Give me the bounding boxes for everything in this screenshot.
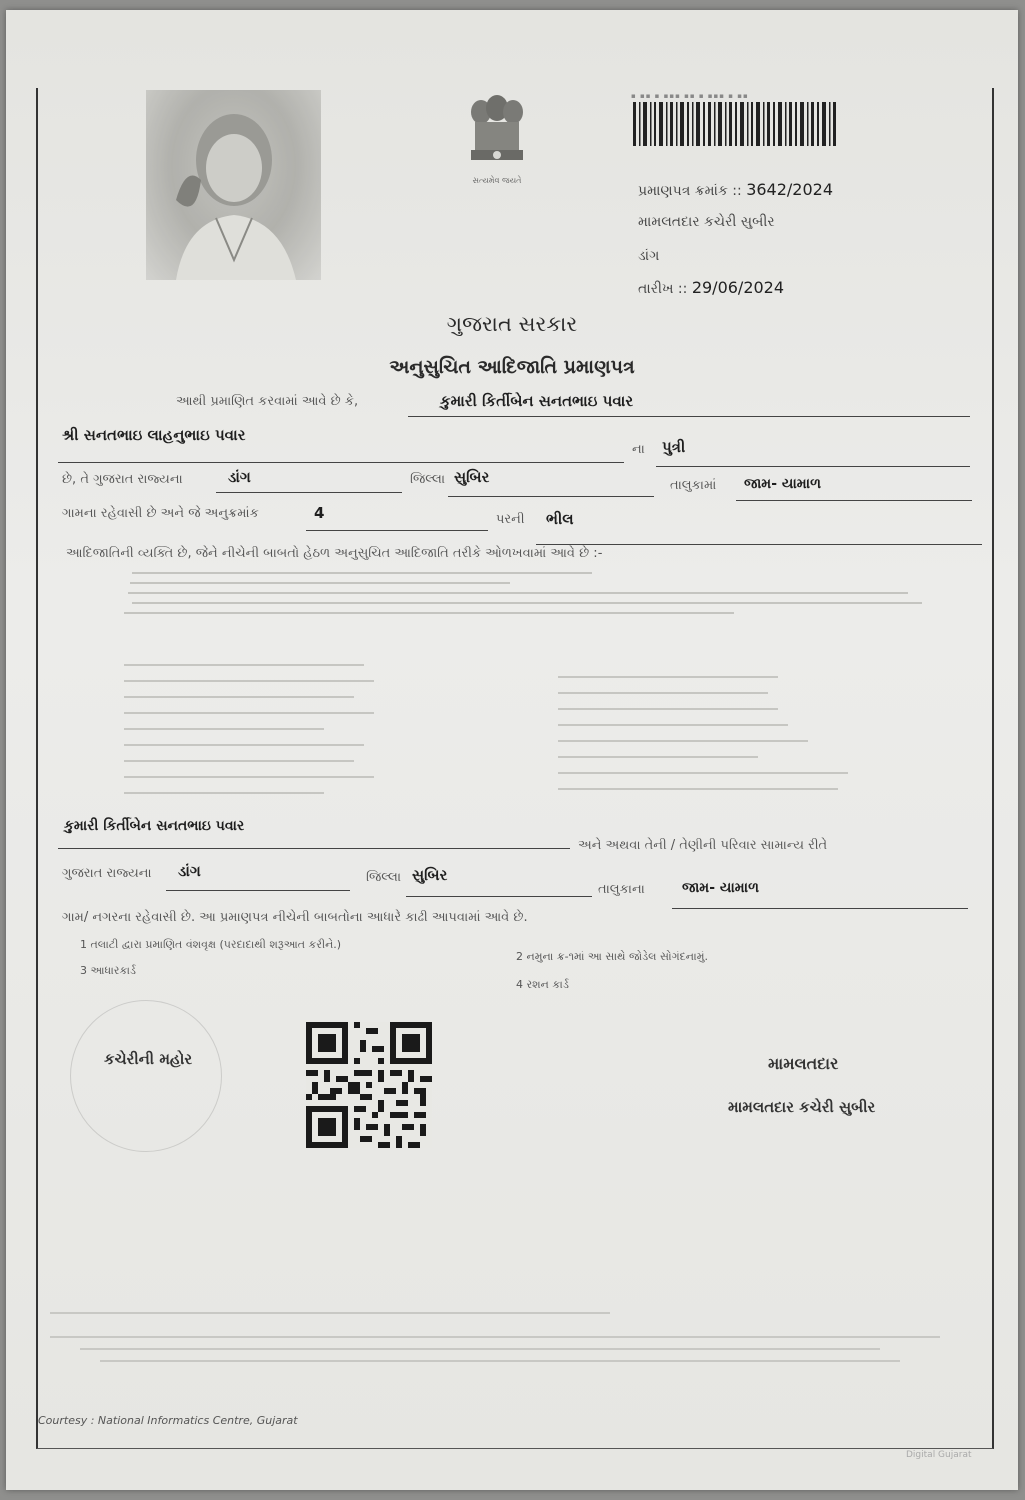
certify-text: આથી પ્રમાણિત કરવામાં આવે છે કે, <box>176 394 359 409</box>
relation-label: ના <box>632 442 645 457</box>
family-text: અને અથવા તેની / તેણીની પરિવાર સામાન્ય રીતે <box>578 838 828 853</box>
office-seal-stamp <box>70 1000 222 1152</box>
state-text: છે, તે ગુજરાત રાજ્યના <box>62 472 183 487</box>
taluka-2: સુબિર <box>412 866 448 884</box>
certificate-number-label: પ્રમાણપત્ર ક્રમાંક :: <box>638 183 742 199</box>
village: જામ- યામાળ <box>744 476 822 492</box>
tribe-text: આદિજાતિની વ્યક્તિ છે, જેને નીચેની બાબતો હેઠળ અનુસુચિત આદિજાતિ તરીકે ઓળખવામાં આવે છે :- <box>66 546 603 561</box>
serial-line <box>306 530 488 531</box>
national-emblem-icon <box>461 92 533 190</box>
footer-notes <box>50 1310 950 1372</box>
para-label: પરની <box>496 512 525 527</box>
district: ડાંગ <box>228 468 251 486</box>
district-2: ડાંગ <box>178 862 201 880</box>
district-line <box>216 492 402 493</box>
state-text-2: ગુજરાત રાજ્યના <box>62 866 152 881</box>
legal-provisions-left <box>124 656 384 808</box>
signatory-office: મામલતદાર કચેરી સુબીર <box>728 1098 876 1116</box>
emblem-caption: સત્યમેવ જયતે <box>472 176 522 185</box>
basis-item-3: 3 આધારકાર્ડ <box>80 964 136 977</box>
taluka-label: તાલુકામાં <box>670 478 717 493</box>
taluka-2-line <box>406 896 592 897</box>
certificate-number-value: 3642/2024 <box>746 180 834 199</box>
father-name-line <box>58 462 624 463</box>
courtesy-note: Courtesy : National Informatics Centre, Gujarat <box>38 1414 298 1427</box>
holder-name: કુમારી કિર્તીબેન સનતભાઇ પવાર <box>440 392 634 410</box>
basis-item-1: 1 તલાટી દ્વારા પ્રમાણિત વંશવૃક્ષ (પરદાદાથી શરૂઆત કરીને.) <box>80 938 342 951</box>
government-title: ગુજરાત સરકાર <box>446 312 578 336</box>
resident-text: ગામના રહેવાસી છે અને જે અનુક્રમાંક <box>62 506 259 521</box>
district-label: જિલ્લા <box>410 472 446 487</box>
corner-mark: Digital Gujarat <box>906 1450 972 1460</box>
applicant-photo <box>146 90 321 280</box>
district-label-2: જિલ્લા <box>366 870 402 885</box>
village-2: જામ- યામાળ <box>682 880 760 896</box>
tribe-name: ભીલ <box>546 510 574 528</box>
holder-name-2: કુમારી કિર્તીબેન સનતભાઇ પવાર <box>64 818 245 834</box>
village-line <box>736 500 972 501</box>
issue-date <box>638 278 784 297</box>
basis-item-2: 2 નમુના ક્ર-૧માં આ સાથે જોડેલ સોગંદનામું. <box>516 950 708 963</box>
taluka: સુબિર <box>454 468 490 486</box>
legal-provisions-right <box>558 670 858 804</box>
relation-line <box>656 466 970 467</box>
issue-date-value: 29/06/2024 <box>691 278 785 297</box>
issue-text: ગામ/ નગરના રહેવાસી છે. આ પ્રમાણપત્ર નીચેની બાબતોના આધારે કાઢી આપવામાં આવે છે. <box>62 910 528 925</box>
signatory-title: મામલતદાર <box>768 1054 839 1073</box>
qr-code <box>306 1022 432 1148</box>
certificate-sheet <box>6 10 1018 1490</box>
serial-number: 4 <box>314 504 325 522</box>
tribe-line <box>536 544 982 545</box>
village-2-line <box>672 908 968 909</box>
relation: પુત્રી <box>662 438 686 456</box>
office-seal-label: કચેરીની મહોર <box>104 1050 193 1068</box>
basis-item-4: 4 રશન કાર્ડ <box>516 978 569 991</box>
certificate-title: અનુસુચિત આદિજાતિ પ્રમાણપત્ર <box>389 356 635 378</box>
district-2-line <box>166 890 350 891</box>
issue-date-label: તારીખ :: <box>638 281 688 297</box>
holder-name-2-line <box>58 848 570 849</box>
taluka-line <box>448 496 654 497</box>
issuing-district: ડાંગ <box>638 248 660 264</box>
legal-provisions <box>124 566 924 622</box>
holder-name-line <box>408 416 970 417</box>
father-name: શ્રી સનતભાઇ લાહનુભાઇ પવાર <box>62 426 246 444</box>
barcode: ▪ ▪▪ ▪ ▪▪▪ ▪▪ ▪ ▪▪▪ ▪ ▪▪ <box>631 92 841 154</box>
taluka-label-2: તાલુકાના <box>598 882 645 897</box>
issuing-office: મામલતદાર કચેરી સુબીર <box>638 214 775 230</box>
certificate-number <box>638 180 833 199</box>
